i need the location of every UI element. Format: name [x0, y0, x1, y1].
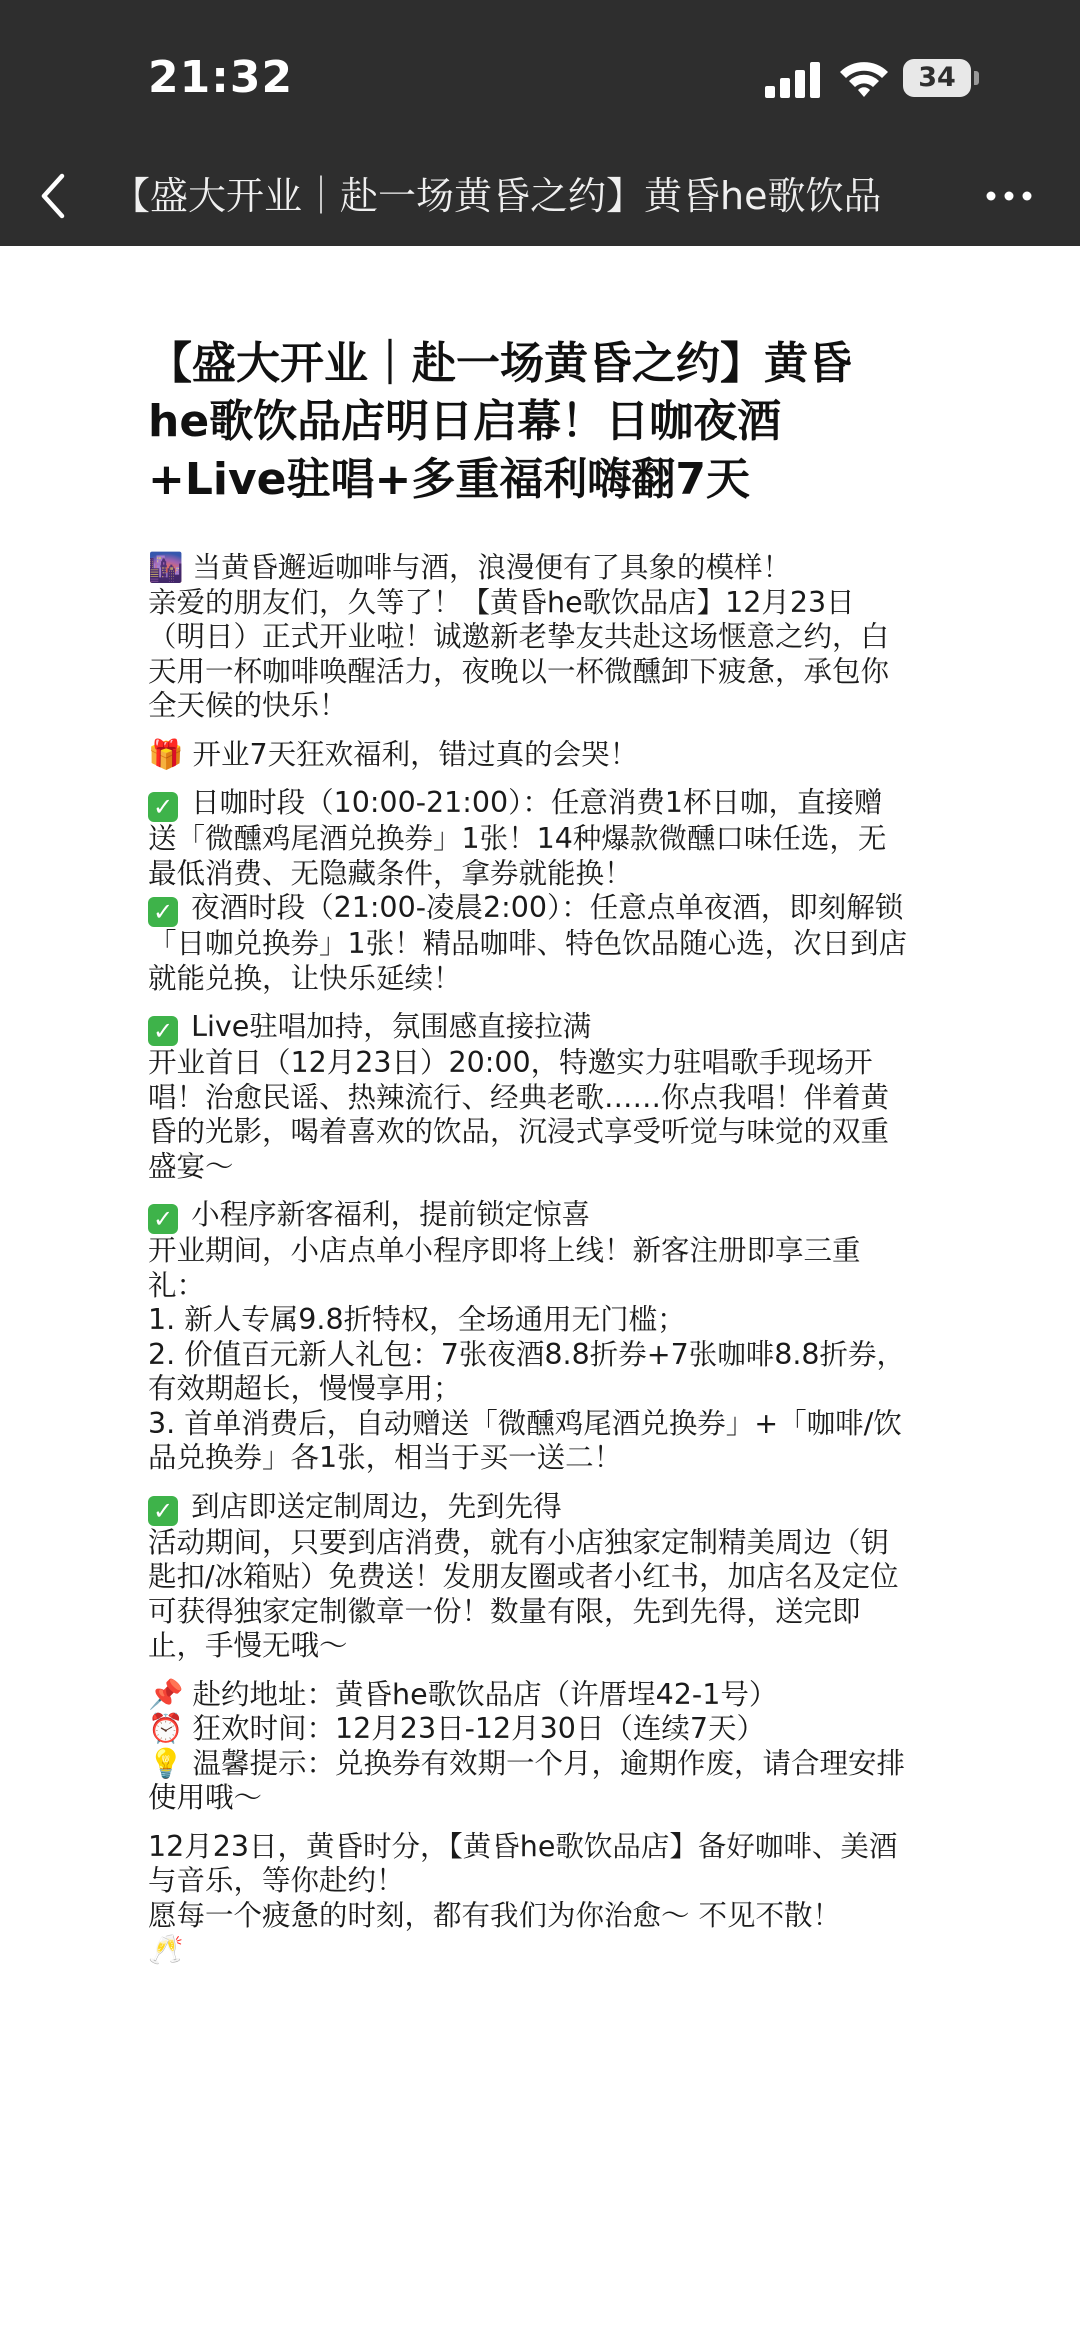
nav-bar: [0, 150, 1080, 246]
closing-line-1: 12月23日，黄昏时分，【黄昏he歌饮品店】备好咖啡、美酒与音乐，等你赴约！: [148, 1829, 898, 1897]
miniprogram-item-2: 2. 价值百元新人礼包：7张夜酒8.8折券+7张咖啡8.8折券，有效期超长，慢慢享用；: [148, 1337, 906, 1405]
live-paragraph: [148, 1010, 908, 1184]
intro-text: 亲爱的朋友们，久等了！【黄昏he歌饮品店】12月23日（明日）正式开业啦！诚邀新老挚友共赴这场惬意之约，白天用一杯咖啡唤醒活力，夜晚以一杯微醺卸下疲惫，承包你全天候的快乐！: [148, 585, 890, 722]
miniprogram-paragraph: [148, 1198, 908, 1476]
address-line: 📌 赴约地址：黄昏he歌饮品店（许厝埕42-1号）: [148, 1677, 778, 1711]
intro-paragraph: [148, 551, 908, 724]
check-icon: ✓: [148, 1496, 178, 1526]
benefits-heading: [148, 738, 908, 773]
wine-period-line: [148, 891, 908, 996]
wine-period-text: 夜酒时段（21:00-凌晨2:00）：任意点单夜酒，即刻解锁「日咖兑换券」1张！精品咖啡、特色饮品随心选，次日到店就能兑换，让快乐延续！: [148, 891, 908, 995]
miniprogram-item-1: 1. 新人专属9.8折特权，全场通用无门槛；: [148, 1303, 686, 1336]
benefits-heading-text: 🎁 开业7天狂欢福利，错过真的会哭！: [148, 737, 639, 771]
gift-text: 活动期间，只要到店消费，就有小店独家定制精美周边（钥匙扣/冰箱贴）免费送！发朋友圈或者小红书，加店名及定位可获得独家定制徽章一份！数量有限，先到先得，送完即止，手慢无哦～: [148, 1525, 899, 1662]
wifi-icon: [838, 58, 890, 98]
chevron-left-icon[interactable]: [36, 170, 70, 222]
coffee-period-line: [148, 786, 908, 891]
coffee-wine-paragraph: [148, 786, 908, 996]
gift-heading-text: 到店即送定制周边，先到先得: [191, 1489, 562, 1523]
check-icon: ✓: [148, 792, 178, 822]
check-icon: ✓: [148, 897, 178, 927]
miniprogram-heading-line: [148, 1198, 908, 1234]
intro-line: 🌆 当黄昏邂逅咖啡与酒，浪漫便有了具象的模样！: [148, 551, 792, 584]
battery-tip: [974, 71, 979, 85]
closing-paragraph: [148, 1830, 908, 1968]
battery-icon: [903, 59, 979, 97]
info-paragraph: [148, 1678, 908, 1816]
nav-title: 【盛大开业｜赴一场黄昏之约】黄昏he歌饮品: [112, 174, 882, 218]
gift-heading-line: [148, 1490, 908, 1526]
article: [148, 335, 908, 1982]
signal-icon: [765, 62, 821, 98]
status-bar: [0, 0, 1080, 150]
gift-paragraph: [148, 1490, 908, 1664]
miniprogram-heading-text: 小程序新客福利，提前锁定惊喜: [191, 1198, 591, 1231]
live-heading-text: Live驻唱加持，氛围感直接拉满: [191, 1010, 592, 1043]
miniprogram-text: 开业期间，小店点单小程序即将上线！新客注册即享三重礼：: [148, 1234, 861, 1302]
time-line: ⏰ 狂欢时间：12月23日-12月30日（连续7天）: [148, 1712, 766, 1745]
article-title: 【盛大开业｜赴一场黄昏之约】黄昏he歌饮品店明日启幕！日咖夜酒+Live驻唱+多重福利嗨翻7天: [148, 338, 852, 505]
tip-line: 💡 温馨提示：兑换券有效期一个月，逾期作废，请合理安排使用哦～: [148, 1746, 906, 1814]
check-icon: ✓: [148, 1016, 178, 1046]
more-dots-icon[interactable]: [985, 170, 1033, 222]
live-heading-line: [148, 1010, 908, 1046]
battery-level: 34: [903, 59, 971, 97]
check-icon: ✓: [148, 1204, 178, 1234]
closing-line-2: 愿每一个疲惫的时刻，都有我们为你治愈～ 不见不散！: [148, 1898, 842, 1932]
miniprogram-item-3: 3. 首单消费后，自动赠送「微醺鸡尾酒兑换券」+「咖啡/饮品兑换券」各1张，相当于买一送二！: [148, 1406, 902, 1474]
article-content: [148, 551, 908, 1968]
coffee-period-text: 日咖时段（10:00-21:00）：任意消费1杯日咖，直接赠送「微醺鸡尾酒兑换券」1张！14种爆款微醺口味任选，无最低消费、无隐藏条件，拿券就能换！: [148, 786, 887, 890]
cheers-icon: 🥂: [148, 1933, 184, 1966]
status-time: 21:32: [148, 52, 294, 103]
live-text: 开业首日（12月23日）20:00，特邀实力驻唱歌手现场开唱！治愈民谣、热辣流行、经典老歌……你点我唱！伴着黄昏的光影，喝着喜欢的饮品，沉浸式享受听觉与味觉的双重盛宴～: [148, 1046, 890, 1183]
